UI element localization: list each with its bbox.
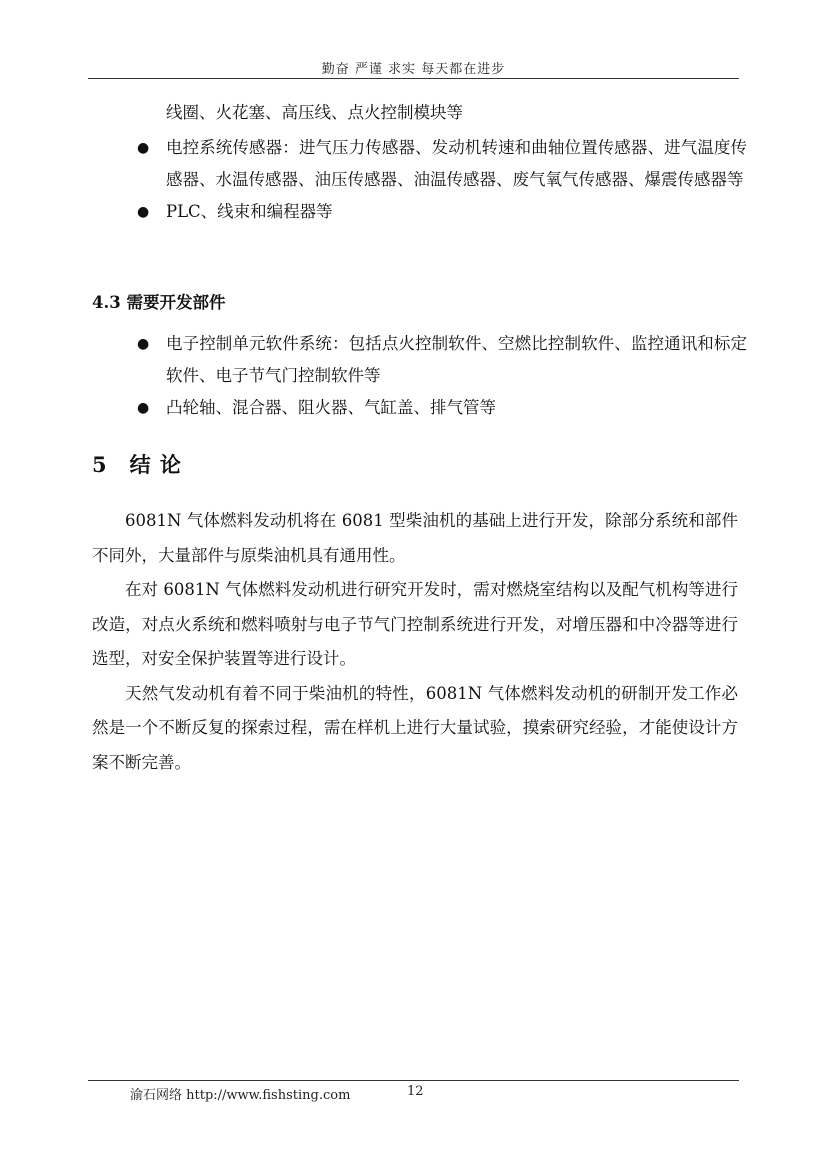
bullet-icon: ● (137, 140, 150, 156)
subsection-heading (92, 289, 225, 313)
list-item: ● 电控系统传感器：进气压力传感器、发动机转速和曲轴位置传感器、进气温度传感器、水温传感器、油压传感器、油温传感器、废气氧气传感器、爆震传感器等 (137, 132, 747, 196)
page-header: 勤奋 严谨 求实 每天都在进步 (321, 62, 506, 77)
section-heading (92, 449, 182, 479)
bullet-icon: ● (137, 204, 150, 220)
list-item: ● PLC、线束和编程器等 (137, 196, 747, 228)
component-list-dev (137, 328, 747, 424)
bullet-icon: ● (137, 400, 150, 416)
section-number: 5 (92, 452, 108, 477)
header-divider (88, 78, 739, 79)
list-item: ● 凸轮轴、混合器、阻火器、气缸盖、排气管等 (137, 392, 747, 424)
page-number: 12 (407, 1084, 424, 1099)
paragraph: 在对 6081N 气体燃料发动机进行研究开发时，需对燃烧室结构以及配气机构等进行改造，对点火系统和燃料喷射与电子节气门控制系统进行开发，对增压器和中冷器等进行选型，对安全保护装置等进行设计。 (92, 580, 738, 668)
footer-divider (88, 1080, 739, 1081)
conclusion-body (92, 504, 738, 780)
subsection-number: 4.3 (92, 293, 121, 312)
section-title: 结 论 (129, 452, 182, 477)
component-list-top (137, 132, 747, 228)
page-footer (130, 1084, 424, 1103)
subsection-title: 需要开发部件 (126, 293, 226, 312)
list-item: ● 电子控制单元软件系统：包括点火控制软件、空燃比控制软件、监控通讯和标定软件、电子节气门控制软件等 (137, 328, 747, 392)
bullet-icon: ● (137, 336, 150, 352)
footer-site: 渝石网络 http://www.fishsting.com (130, 1088, 351, 1103)
continued-line: 线圈、火花塞、高压线、点火控制模块等 (166, 103, 463, 122)
paragraph: 6081N 气体燃料发动机将在 6081 型柴油机的基础上进行开发，除部分系统和部件不同外，大量部件与原柴油机具有通用性。 (92, 511, 738, 565)
paragraph: 天然气发动机有着不同于柴油机的特性，6081N 气体燃料发动机的研制开发工作必然是一个不断反复的探索过程，需在样机上进行大量试验，摸索研究经验，才能使设计方案不断完善。 (92, 683, 738, 772)
